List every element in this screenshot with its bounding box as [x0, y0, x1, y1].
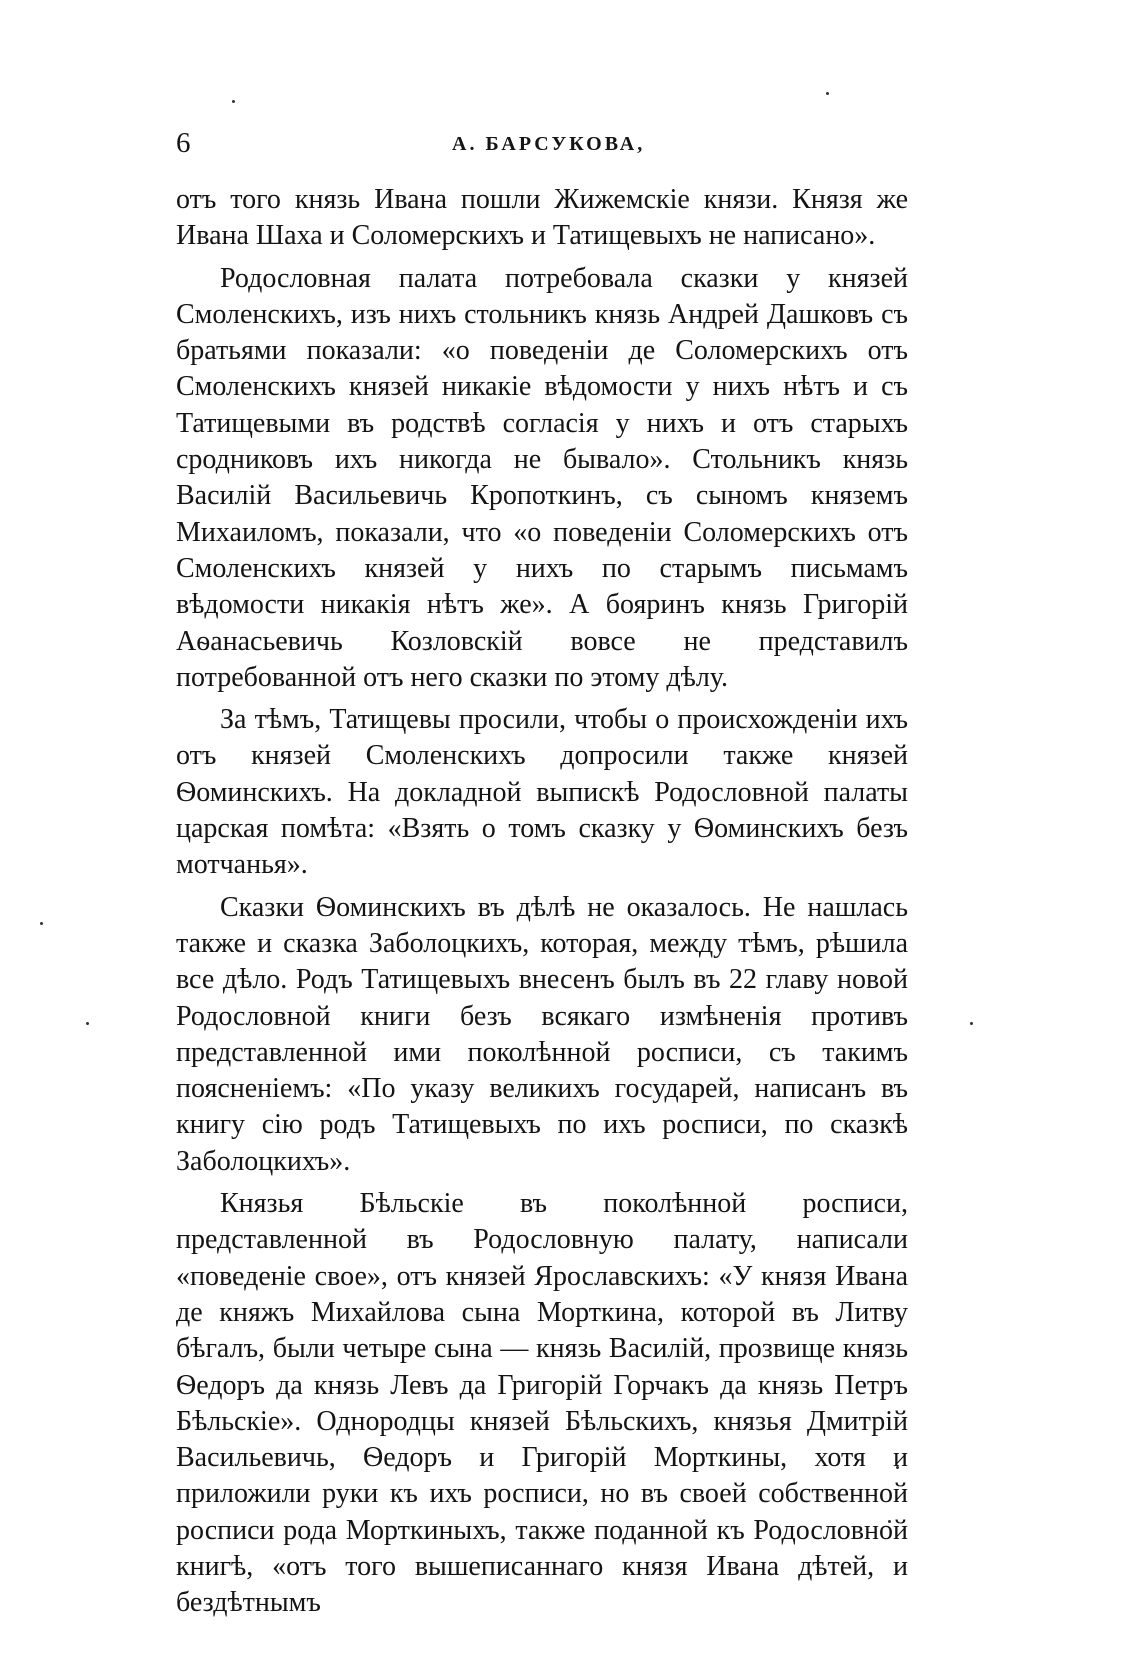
paragraph: отъ того князь Ивана пошли Жижемскіе князи. Князя же Ивана Шаха и Соломерскихъ и Татищевыхъ не написано».	[176, 184, 908, 252]
page-header	[176, 127, 908, 167]
paragraph: Сказки Ѳоминскихъ въ дѣлѣ не оказалось. Не нашлась также и сказка Заболоцкихъ, которая, между тѣмъ, рѣшила все дѣло. Родъ Татищевыхъ внесенъ былъ въ 22 главу новой Родословной книги безъ всякаго измѣненія противъ представленной ими поколѣнной росписи, съ такимъ поясненіемъ: «По указу великихъ государей, написанъ въ книгу сію родъ Татищевыхъ по ихъ росписи, по сказкѣ Заболоцкихъ».	[176, 891, 908, 1177]
print-speck	[40, 922, 43, 925]
paragraph: За тѣмъ, Татищевы просили, чтобы о происхожденіи ихъ отъ князей Смоленскихъ допросили также князей Ѳоминскихъ. На докладной выпискѣ Родословной палаты царская помѣта: «Взять о томъ сказку у Ѳоминскихъ безъ мотчанья».	[176, 704, 908, 881]
print-speck	[86, 1022, 89, 1025]
paragraph: Князья Бѣльскіе въ поколѣнной росписи, представленной въ Родословную палату, написали «поведеніе свое», отъ князей Ярославскихъ: «У князя Ивана де княжъ Михайлова сына Морткина, которой въ Литву бѣгалъ, были четыре сына — князь Василій, прозвище князь Ѳедоръ да князь Левъ да Григорій Горчакъ да князь Петръ Бѣльскіе». Однородцы князей Бѣльскихъ, князья Дмитрій Васильевичь, Ѳедоръ и Григорій Морткины, хотя и приложили руки къ ихъ росписи, но въ своей собственной росписи рода Морткиныхъ, также поданной къ Родословной книгѣ, «отъ того вышеписаннаго князя Ивана дѣтей, и бездѣтнымъ	[176, 1188, 908, 1619]
paragraph: Родословная палата потребовала сказки у князей Смоленскихъ, изъ нихъ стольникъ князь Андрей Дашковъ съ братьями показали: «о поведеніи де Соломерскихъ отъ Смоленскихъ князей никакіе вѣдомости у нихъ нѣтъ и съ Татищевыми въ родствѣ согласія у нихъ и отъ старыхъ сродниковъ ихъ никогда не бывало». Стольникъ князь Василій Васильевичь Кропоткинъ, съ сыномъ княземъ Михаиломъ, показали, что «о поведеніи Соломерскихъ отъ Смоленскихъ князей у нихъ по старымъ письмамъ вѣдомости никакія нѣтъ же». А бояринъ князь Григорій Аѳанасьевичь Козловскій вовсе не представилъ потребованной отъ него сказки по этому дѣлу.	[176, 262, 908, 693]
print-speck	[970, 1022, 973, 1025]
print-speck	[232, 100, 235, 103]
running-head: А. БАРСУКОВА,	[452, 133, 646, 155]
body-text	[176, 182, 908, 1628]
print-speck	[826, 92, 829, 95]
page-number: 6	[176, 127, 191, 159]
